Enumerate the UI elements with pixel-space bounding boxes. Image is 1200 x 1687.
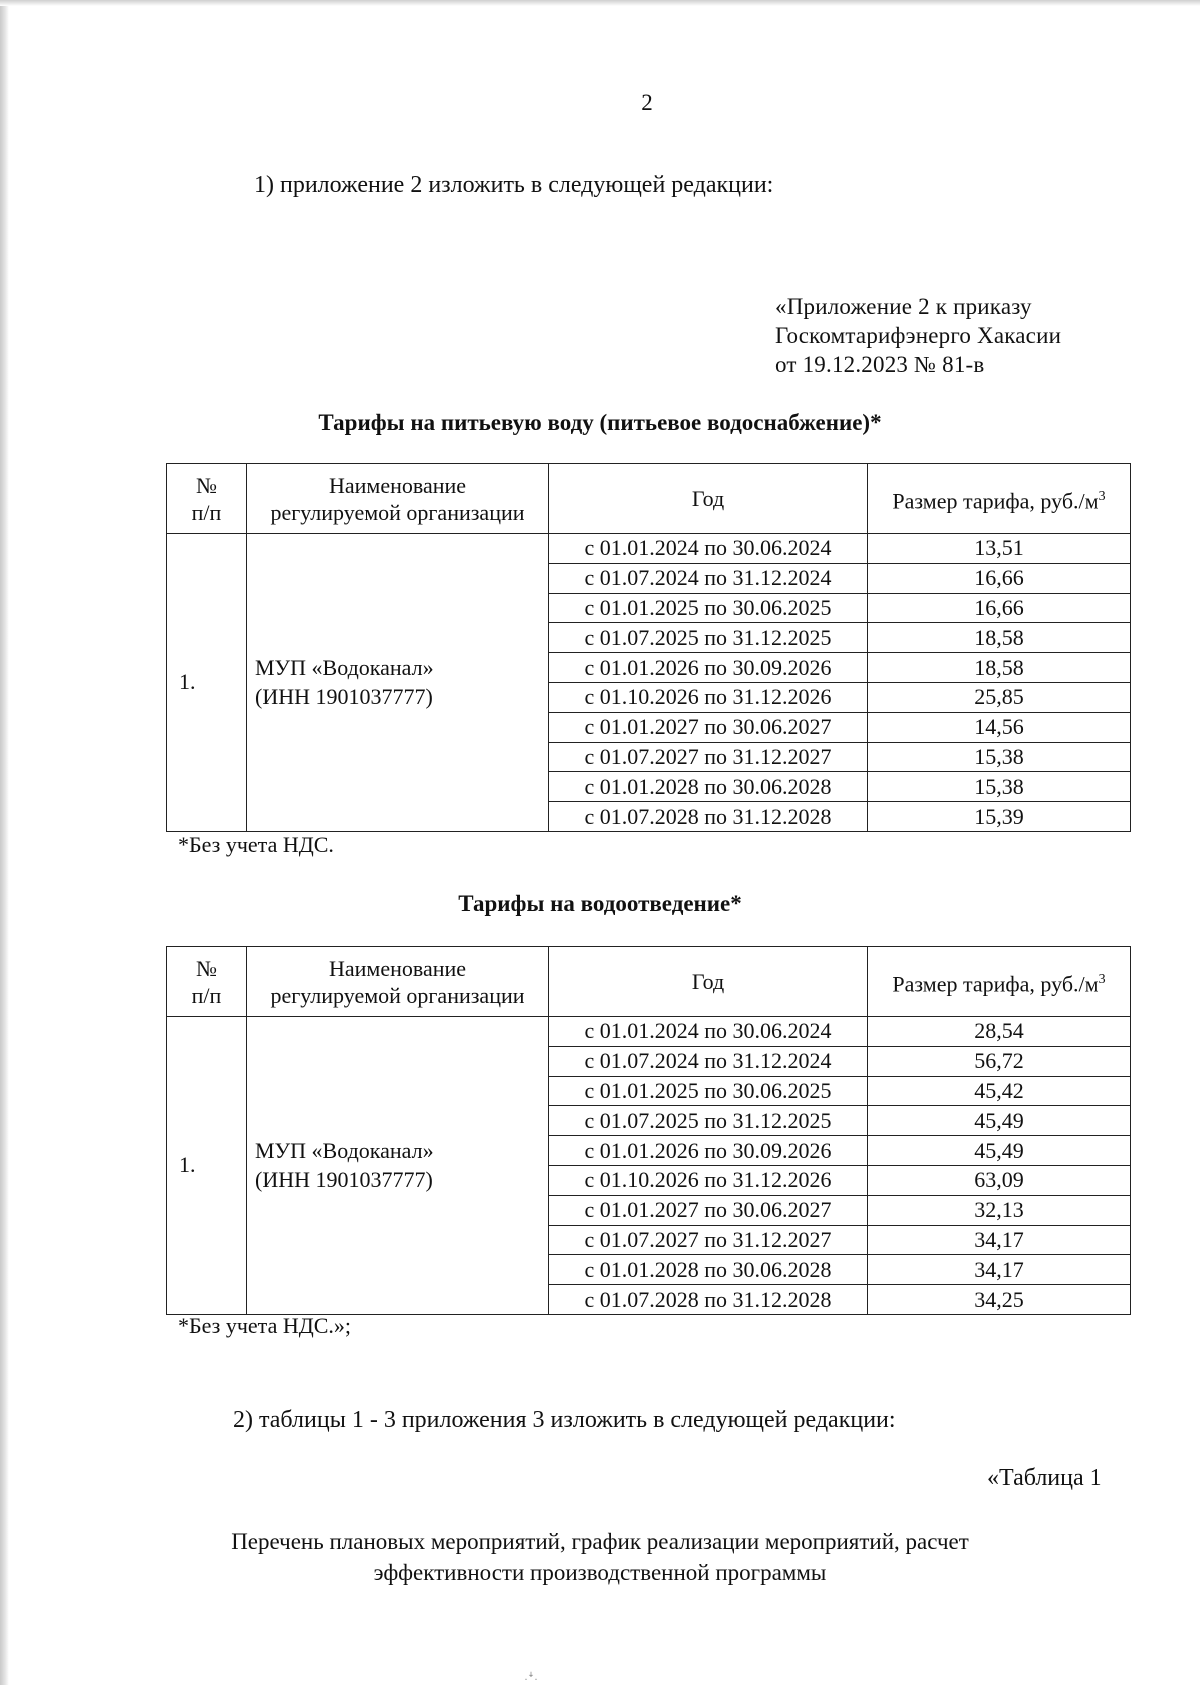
section-heading [0, 1526, 1200, 1588]
tariff-period: с 01.01.2024 по 30.06.2024 [549, 1017, 868, 1047]
organization-line-1: МУП «Водоканал» [255, 1138, 434, 1164]
tariff-period: с 01.07.2028 по 31.12.2028 [549, 802, 868, 832]
page-number: 2 [641, 90, 653, 115]
table-header-row [167, 464, 1131, 534]
tariff-value: 15,38 [868, 742, 1131, 772]
table-row [167, 534, 1131, 564]
table-header-row [167, 947, 1131, 1017]
tariff-period: с 01.01.2027 по 30.06.2027 [549, 712, 868, 742]
header-organization: Наименование регулируемой организации [247, 464, 549, 534]
header-number: № п/п [167, 947, 247, 1017]
organization-name [247, 1017, 549, 1315]
header-organization: Наименование регулируемой организации [247, 947, 549, 1017]
appendix-line-1: «Приложение 2 к приказу [775, 294, 1032, 319]
tariff-value: 45,49 [868, 1106, 1131, 1136]
tariff-value: 34,17 [868, 1225, 1131, 1255]
tariff-period: с 01.07.2024 по 31.12.2024 [549, 563, 868, 593]
tariff-period: с 01.01.2024 по 30.06.2024 [549, 534, 868, 564]
appendix-line-3: от 19.12.2023 № 81-в [775, 352, 985, 377]
organization-line-2: (ИНН 1901037777) [255, 1167, 433, 1193]
tariff-value: 18,58 [868, 623, 1131, 653]
row-number: 1. [167, 1017, 247, 1315]
tariff-period: с 01.10.2026 по 31.12.2026 [549, 1165, 868, 1195]
organization-line-1: МУП «Водоканал» [255, 655, 434, 681]
table-row [167, 1017, 1131, 1047]
tariff-value: 32,13 [868, 1195, 1131, 1225]
header-year: Год [549, 464, 868, 534]
water-tariff-table [166, 463, 1131, 832]
tariff-period: с 01.01.2027 по 30.06.2027 [549, 1195, 868, 1225]
tariff-period: с 01.01.2026 по 30.09.2026 [549, 1136, 868, 1166]
tariff-value: 18,58 [868, 653, 1131, 683]
tariff-period: с 01.01.2025 по 30.06.2025 [549, 593, 868, 623]
tariff-value: 25,85 [868, 682, 1131, 712]
organization-line-2: (ИНН 1901037777) [255, 684, 433, 710]
instruction-2: 2) таблицы 1 - 3 приложения 3 изложить в следующей редакции: [233, 1407, 896, 1433]
table-1-label: «Таблица 1 [987, 1465, 1102, 1491]
tariff-period: с 01.07.2027 по 31.12.2027 [549, 1225, 868, 1255]
tariff-value: 63,09 [868, 1165, 1131, 1195]
tariff-value: 16,66 [868, 563, 1131, 593]
water-footnote: *Без учета НДС. [178, 832, 334, 857]
row-number: 1. [167, 534, 247, 832]
tariff-value: 28,54 [868, 1017, 1131, 1047]
header-tariff: Размер тарифа, $руб./м^3$ [868, 947, 1131, 1017]
header-number: № п/п [167, 464, 247, 534]
water-table-title: Тарифы на питьевую воду (питьевое водоснабжение)* [318, 410, 882, 435]
instruction-1: 1) приложение 2 изложить в следующей редакции: [254, 172, 774, 198]
tariff-period: с 01.01.2025 по 30.06.2025 [549, 1076, 868, 1106]
tariff-value: 16,66 [868, 593, 1131, 623]
section-heading-line-1: Перечень плановых мероприятий, график реализации мероприятий, расчет [231, 1529, 969, 1554]
tariff-period: с 01.07.2025 по 31.12.2025 [549, 623, 868, 653]
tariff-value: 34,25 [868, 1285, 1131, 1315]
tariff-period: с 01.01.2028 по 30.06.2028 [549, 1255, 868, 1285]
tariff-period: с 01.01.2028 по 30.06.2028 [549, 772, 868, 802]
tariff-value: 14,56 [868, 712, 1131, 742]
tariff-value: 13,51 [868, 534, 1131, 564]
tariff-value: 15,38 [868, 772, 1131, 802]
organization-name [247, 534, 549, 832]
scan-edge-top [0, 0, 1200, 6]
section-heading-line-2: эффективности производственной программы [373, 1560, 827, 1585]
tariff-period: с 01.07.2025 по 31.12.2025 [549, 1106, 868, 1136]
scan-speck: ·ꜜ· [524, 1672, 538, 1686]
scan-edge [0, 0, 9, 1685]
tariff-period: с 01.10.2026 по 31.12.2026 [549, 682, 868, 712]
sewage-footnote: *Без учета НДС.»; [178, 1313, 352, 1338]
appendix-line-2: Госкомтарифэнерго Хакасии [775, 323, 1062, 348]
sewage-tariff-table [166, 946, 1131, 1315]
appendix-reference [775, 292, 1061, 379]
tariff-period: с 01.07.2027 по 31.12.2027 [549, 742, 868, 772]
tariff-value: 15,39 [868, 802, 1131, 832]
tariff-period: с 01.07.2028 по 31.12.2028 [549, 1285, 868, 1315]
tariff-value: 45,49 [868, 1136, 1131, 1166]
header-year: Год [549, 947, 868, 1017]
tariff-period: с 01.07.2024 по 31.12.2024 [549, 1046, 868, 1076]
tariff-value: 56,72 [868, 1046, 1131, 1076]
header-tariff: Размер тарифа, $руб./м^3$ [868, 464, 1131, 534]
tariff-value: 34,17 [868, 1255, 1131, 1285]
tariff-period: с 01.01.2026 по 30.09.2026 [549, 653, 868, 683]
sewage-table-title: Тарифы на водоотведение* [458, 891, 742, 916]
tariff-value: 45,42 [868, 1076, 1131, 1106]
